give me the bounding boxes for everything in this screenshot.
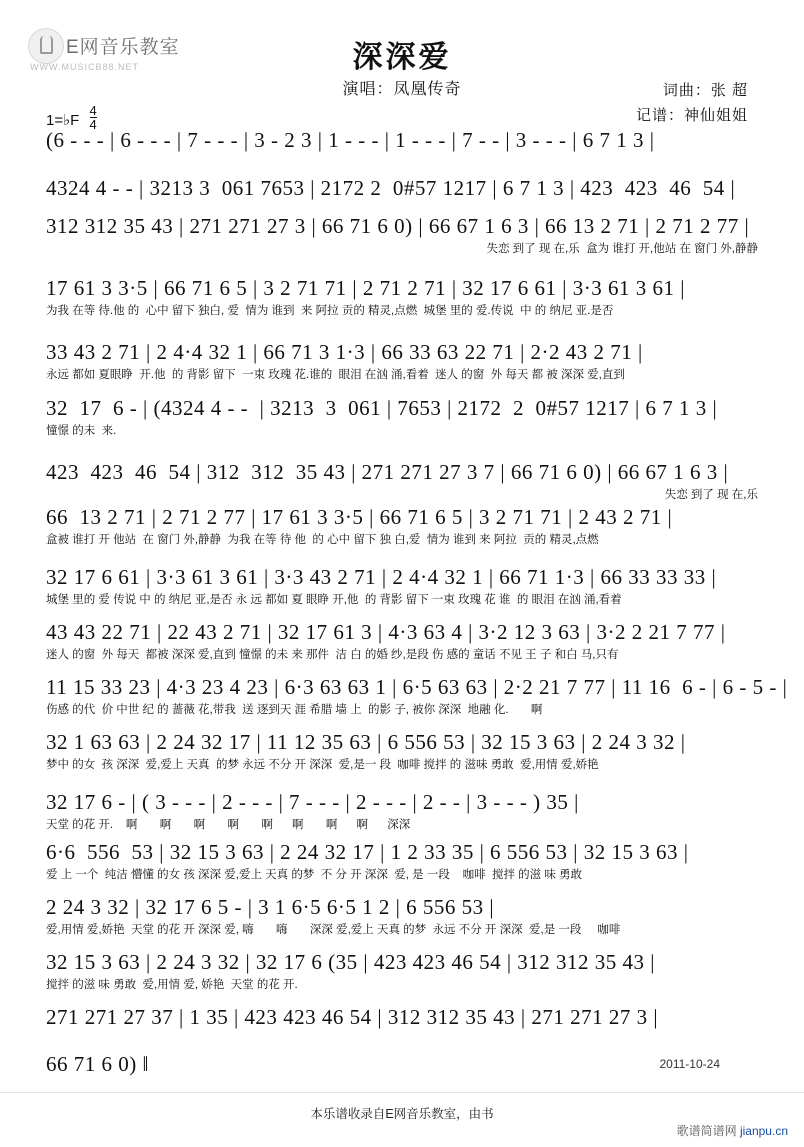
score-lyrics: 为我 在等 待.他 的 心中 留下 独白, 爱 情为 谁到 来 阿拉 贡的 精灵,点燃 城堡 里的 爱.传说 中 的 纳尼 亚.是否 xyxy=(46,304,614,317)
site-url: WWW.MUSICB88.NET xyxy=(30,62,140,72)
page-title: 深深爱 xyxy=(352,41,452,74)
key-signature xyxy=(46,104,97,131)
score-lyrics: 迷人 的窗 外 每天 都被 深深 爱,直到 憧憬 的未 来 那件 洁 白 的婚 纱,是段 伤 感的 童话 不见 王 子 和白 马,只有 xyxy=(46,648,619,661)
score-notes: 32 1 63 63 | 2 24 32 17 | 11 12 35 63 | 6 556 53 | 32 15 3 63 | 2 24 3 32 | xyxy=(46,730,686,754)
composer-label: 词曲：张 超 xyxy=(662,82,748,99)
score-notes: 66 71 6 0) ‖ xyxy=(46,1052,149,1076)
score-notes: 2 24 3 32 | 32 17 6 5 - | 3 1 6·5 6·5 1 2 | 6 556 53 | xyxy=(46,895,495,919)
score-notes: 33 43 2 71 | 2 4·4 32 1 | 66 71 3 1·3 | 66 33 63 22 71 | 2·2 43 2 71 | xyxy=(46,340,643,364)
score-system xyxy=(46,950,758,992)
score-lyrics: 城堡 里的 爱 传说 中 的 纳尼 亚,是否 永 远 都如 夏 眼睁 开,他 的 背影 留下 一束 玫瑰 花 谁 的 眼泪 在汹 涌,看着 xyxy=(46,593,622,606)
score-notes: 32 17 6 - | (4324 4 - - | 3213 3 061 | 7653 | 2172 2 0#57 1217 | 6 7 1 3 | xyxy=(46,396,718,420)
time-signature xyxy=(90,104,97,131)
score-notes: 32 17 6 61 | 3·3 61 3 61 | 3·3 43 2 71 | 2 4·4 32 1 | 66 71 1·3 | 66 33 33 33 | xyxy=(46,565,717,589)
footer-site-url: jianpu.cn xyxy=(739,1124,788,1138)
score-lyrics: 搅拌 的滋 味 勇敢 爱,用情 爱, 娇艳 天堂 的花 开. xyxy=(46,978,298,991)
score-system xyxy=(46,790,758,832)
score-system xyxy=(46,565,758,607)
meter-numerator: 4 xyxy=(89,103,97,118)
score-notes: 271 271 27 37 | 1 35 | 423 423 46 54 | 312 312 35 43 | 271 271 27 3 | xyxy=(46,1005,659,1029)
score-notes: 312 312 35 43 | 271 271 27 3 | 66 71 6 0) | 66 67 1 6 3 | 66 13 2 71 | 2 71 2 77 | xyxy=(46,214,750,238)
score-system xyxy=(46,276,758,318)
score-system xyxy=(46,460,758,502)
score-system xyxy=(46,620,758,662)
score-lyrics: 失恋 到了 现 在,乐 盒为 谁打 开,他站 在 窗门 外,静静 xyxy=(486,242,758,255)
score-notes: 11 15 33 23 | 4·3 23 4 23 | 6·3 63 63 1 | 6·5 63 63 | 2·2 21 7 77 | 11 16 6 - | 6 - 5 - | xyxy=(46,675,788,699)
score-system xyxy=(46,340,758,382)
score-system xyxy=(46,128,758,153)
score-notes: 17 61 3 3·5 | 66 71 6 5 | 3 2 71 71 | 2 71 2 71 | 32 17 6 61 | 3·3 61 3 61 | xyxy=(46,276,685,300)
score-notes: 43 43 22 71 | 22 43 2 71 | 32 17 61 3 | 4·3 63 4 | 3·2 12 3 63 | 3·2 2 21 7 77 | xyxy=(46,620,726,644)
score-date: 2011-10-24 xyxy=(659,1057,720,1071)
score-lyrics: 失恋 到了 现 在,乐 xyxy=(664,488,758,501)
score-system xyxy=(46,1052,758,1077)
score-lyrics: 天堂 的花 开. 啊 啊 啊 啊 啊 啊 啊 啊 深深 xyxy=(46,818,411,831)
footer-divider xyxy=(0,1092,804,1093)
site-brand: E网音乐教室 xyxy=(66,37,180,58)
score-notes: 6·6 556 53 | 32 15 3 63 | 2 24 32 17 | 1 2 33 35 | 6 556 53 | 32 15 3 63 | xyxy=(46,840,689,864)
score-lyrics: 爱 上 一个 纯洁 懵懂 的女 孩 深深 爱,爱上 天真 的梦 不 分 开 深深 爱, 是 一段 咖啡 搅拌 的滋 味 勇敢 xyxy=(46,868,583,881)
meter-denominator: 4 xyxy=(89,117,97,132)
footer-site-label: 歌谱简谱网 xyxy=(676,1124,737,1138)
score-system xyxy=(46,214,758,256)
score-lyrics: 梦中 的女 孩 深深 爱,爱上 天真 的梦 永远 不分 开 深深 爱,是一 段 咖啡 搅拌 的 滋味 勇敢 爱,用情 爱,娇艳 xyxy=(46,758,599,771)
score-system xyxy=(46,1005,758,1030)
score-lyrics: 盒被 谁打 开 他站 在 窗门 外,静静 为我 在等 待 他 的 心中 留下 独 白,爱 情为 谁到 来 阿拉 贡的 精灵,点燃 xyxy=(46,533,599,546)
score-system xyxy=(46,730,758,772)
score-notes: (6 - - - | 6 - - - | 7 - - - | 3 - 2 3 | 1 - - - | 1 - - - | 7 - - | 3 - - - | 6 7 1 3 | xyxy=(46,128,655,152)
score-lyrics: 永远 都如 夏眼睁 开.他 的 背影 留下 一束 玫瑰 花.谁的 眼泪 在汹 涌,看着 迷人 的窗 外 每天 都 被 深深 爱,直到 xyxy=(46,368,625,381)
footer-site xyxy=(677,1122,788,1139)
score-system xyxy=(46,895,758,937)
footer-note: 本乐谱收录自E网音乐教室，由书 xyxy=(310,1107,494,1121)
score-notes: 32 17 6 - | ( 3 - - - | 2 - - - | 7 - - - | 2 - - - | 2 - - | 3 - - - ) 35 | xyxy=(46,790,579,814)
score-system xyxy=(46,396,758,438)
singer-label: 演唱：凤凰传奇 xyxy=(342,81,462,98)
score-lyrics: 爱,用情 爱,娇艳 天堂 的花 开 深深 爱, 嗨 嗨 深深 爱,爱上 天真 的梦 永远 不分 开 深深 爱,是 一段 咖啡 xyxy=(46,923,621,936)
score-notes: 66 13 2 71 | 2 71 2 77 | 17 61 3 3·5 | 66 71 6 5 | 3 2 71 71 | 2 43 2 71 | xyxy=(46,505,673,529)
score-notes: 423 423 46 54 | 312 312 35 43 | 271 271 27 3 7 | 66 71 6 0) | 66 67 1 6 3 | xyxy=(46,460,729,484)
score-lyrics: 憧憬 的未 来. xyxy=(46,424,117,437)
score-system xyxy=(46,675,788,717)
score-notes: 4324 4 - - | 3213 3 061 7653 | 2172 2 0#57 1217 | 6 7 1 3 | 423 423 46 54 | xyxy=(46,176,736,200)
score-system xyxy=(46,840,758,882)
score-system xyxy=(46,505,758,547)
transcriber-label: 记谱：神仙姐姐 xyxy=(635,107,748,124)
score-system xyxy=(46,176,758,201)
score-lyrics: 伤感 的代 价 中世 纪 的 蔷薇 花,带我 送 逐到天 涯 希腊 墙 上 的影 子, 被你 深深 地融 化. 啊 xyxy=(46,703,543,716)
key-text: 1=♭F xyxy=(46,112,80,129)
score-notes: 32 15 3 63 | 2 24 3 32 | 32 17 6 (35 | 423 423 46 54 | 312 312 35 43 | xyxy=(46,950,656,974)
